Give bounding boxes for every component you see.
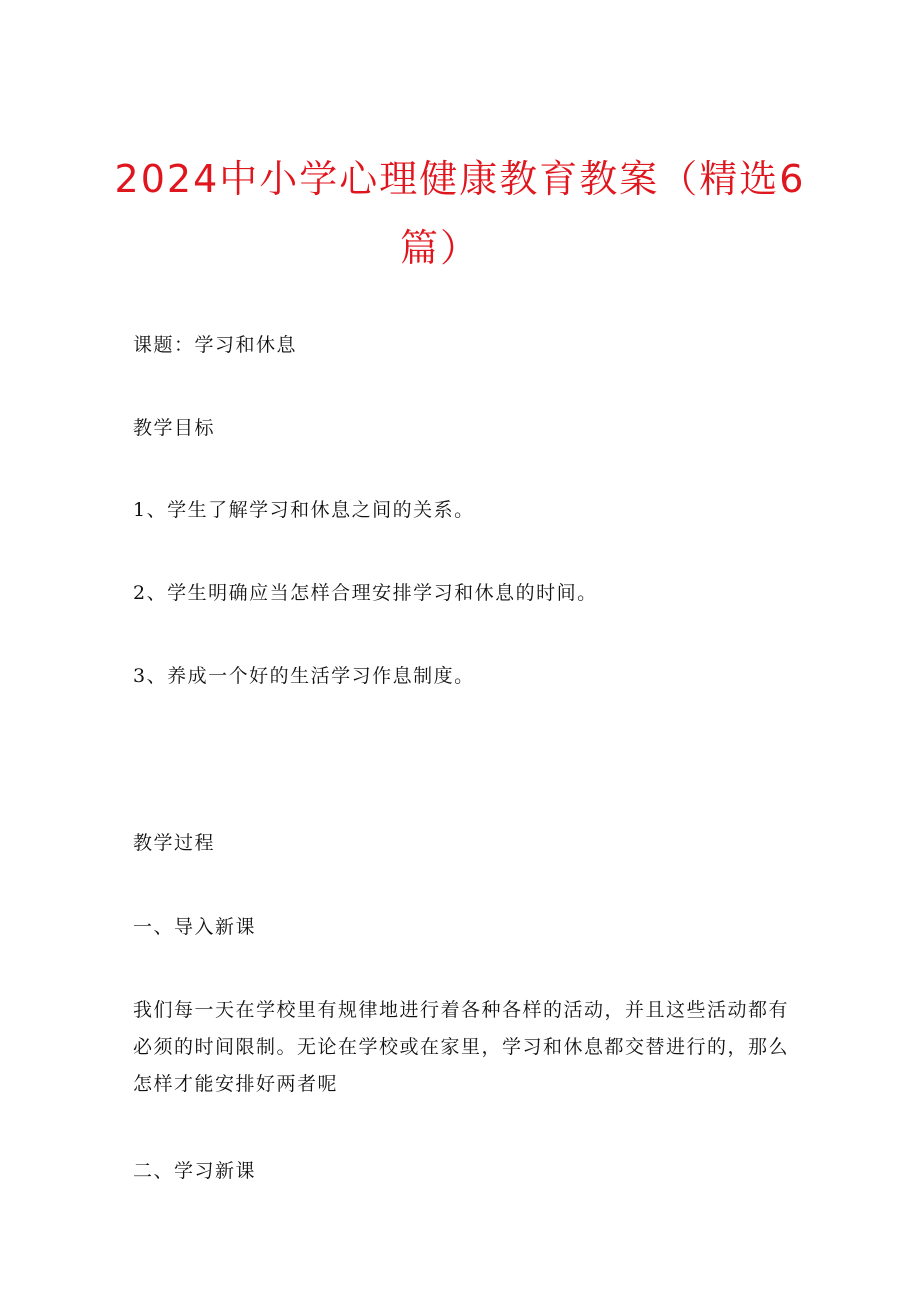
- paragraph-line: 怎样才能安排好两者呢: [133, 1073, 339, 1095]
- objective-item: 2、学生明确应当怎样合理安排学习和休息的时间。: [133, 582, 598, 604]
- objectives-heading: 教学目标: [133, 417, 216, 439]
- document-title-line2: 篇）: [399, 226, 480, 270]
- objective-item: 3、养成一个好的生活学习作息制度。: [133, 665, 475, 687]
- document-title-line1: 2024中小学心理健康教育教案（精选6: [114, 157, 806, 201]
- section1-heading: 一、导入新课: [133, 916, 257, 938]
- process-heading: 教学过程: [133, 832, 216, 854]
- section2-heading: 二、学习新课: [133, 1160, 257, 1182]
- paragraph-line: 我们每一天在学校里有规律地进行着各种各样的活动，并且这些活动都有: [133, 999, 790, 1021]
- objective-item: 1、学生了解学习和休息之间的关系。: [133, 499, 475, 521]
- paragraph-line: 必须的时间限制。无论在学校或在家里，学习和休息都交替进行的，那么: [133, 1036, 790, 1058]
- lesson-topic: 课题：学习和休息: [133, 334, 298, 356]
- section1-paragraph: [133, 992, 790, 1103]
